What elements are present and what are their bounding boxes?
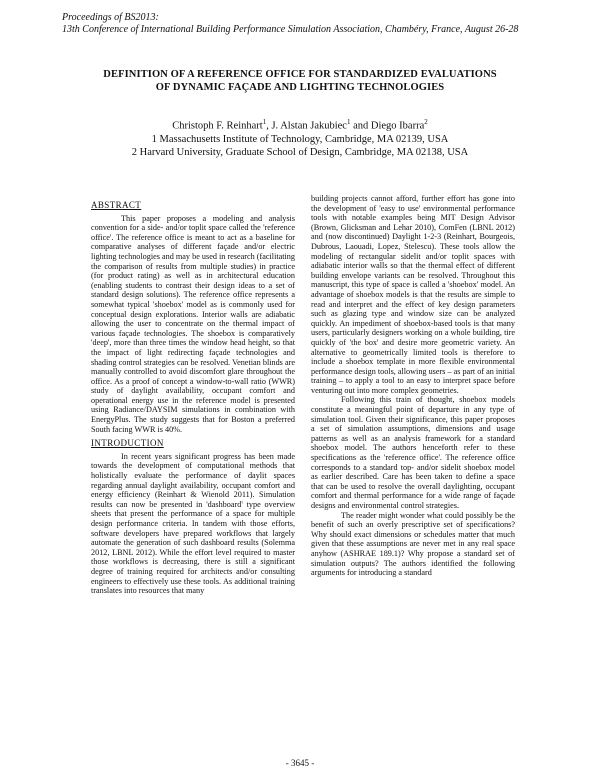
author-3-affil: 2: [424, 118, 428, 126]
author-3: Diego Ibarra: [370, 120, 425, 132]
affiliation-1: 1 Massachusetts Institute of Technology, Cambridge, MA 02139, USA: [151, 133, 449, 145]
author-2: J. Alstan Jakubiec: [271, 120, 347, 132]
affiliation-2: 2 Harvard University, Graduate School of Design, Cambridge, MA 02138, USA: [131, 146, 469, 158]
right-column: [311, 194, 515, 578]
left-column: [91, 197, 295, 596]
introduction-heading: INTRODUCTION: [91, 438, 164, 449]
body-paragraph-3: The reader might wonder what could possibly be the benefit of such an overly prescriptive set of specifications? Why should exact dimensions or schedules matter that much given that these assumptions are never met in any real space anyhow (ASHRAE 189.1)? Why propose a standard set of simulation outputs? The authors identified the following arguments for introducing a standard: [311, 510, 515, 578]
conference-line: 13th Conference of International Building Performance Simulation Association, Chambéry, France, August 26-28: [62, 24, 519, 35]
proceedings-header: [62, 12, 562, 36]
body-paragraph-2: Following this train of thought, shoebox models constitute a meaningful point of departure in any type of simulation tool. Given their significance, this paper proposes a set of simulation assumptions, dimensions and usage patterns as well as an analysis framework for a standard shoebox model. The authors henceforth refer to these specifications as the 'reference office'. The reference office corresponds to a standard top- and/or sidelit shoebox model as earlier described. Care has been taken to define a space that can be used to resolve the overall daylighting, occupant comfort and thermal performance for a wide range of façade designs and environmental control strategies.: [311, 395, 515, 510]
proceedings-title: Proceedings of BS2013:: [62, 12, 159, 23]
author-1: Christoph F. Reinhart: [172, 120, 263, 132]
author-separator: ,: [266, 120, 272, 132]
abstract-heading: ABSTRACT: [91, 200, 142, 210]
author-2-affil: 1: [346, 118, 351, 126]
body-paragraph-1: building projects cannot afford, further effort has gone into the development of 'easy to use' environmental performance tools with notable examples being MIT Design Advisor (Brown, Glicksman and Lehar 2010), ComFen (LBNL 2012) and (now discontinued) Daylight 1-2-3 (Reinhart, Bourgeois, Dubrous, Laouadi, Lopez, Stelescu). These tools allow the modeling of rectangular sidelit and/or toplit spaces with adiabatic interior walls so that the thermal effect of different building envelope variants can be resolved. Throughout this manuscript, this type of space is called a 'shoebox' model. An advantage of shoebox models is that the results are simple to read and interpret and the effect of key design parameters such as glazing type and window size can be analyzed quickly. An impediment of shoebox-based tools is that many users, particularly designers working on a whole building, tire quickly of 'the box' and desire more geometric variety. An alternative to geometrically limited tools is therefore to include a shoebox template in more flexible environmental performance design tools, allowing users – as part of an initial training – to apply a tool to an easy to interpret space before venturing out into more complex geometries.: [311, 194, 515, 395]
author-1-affil: 1: [262, 118, 267, 126]
author-separator: and: [350, 120, 371, 132]
author-block: [60, 116, 540, 159]
introduction-text: In recent years significant progress has been made towards the development of computational methods that holistically evaluate the performance of daylit spaces regarding annual daylight availability, occupant comfort and energy efficiency (Reinhart & Wienold 2011). Simulation results can now be presented in 'dashboard' type overview sheets that present the performance of a space for multiple design performance criteria. In tandem with those efforts, software developers have prepared workflows that largely automate the generation of such dashboard results (Solemma 2012, LBNL 2012). While the effort level required to master those workflows is decreasing, there is still a significant degree of training required for architects and/or consulting engineers to effectively use these tools. As additional training translates into resources that many: [91, 451, 295, 596]
paper-title-line-1: DEFINITION OF A REFERENCE OFFICE FOR STANDARDIZED EVALUATIONS: [103, 69, 497, 80]
paper-title-line-2: OF DYNAMIC FAÇADE AND LIGHTING TECHNOLOGIES: [155, 82, 445, 93]
abstract-text: This paper proposes a modeling and analysis convention for a side- and/or toplit space called the 'reference office'. The reference office is meant to act as a baseline for comparative analyses of different façade and/or electric lighting technologies and may be used in research (facilitating the comparison of results from multiple studies) in practice (for product rating) as well as in architectural education (enabling students to contrast their design ideas to a set of standard design solutions). The reference office represents a somewhat typical 'shoebox' model as is commonly used for conceptual design explorations. Interior walls are adiabatic allowing the user to concentrate on the thermal impact of various façade technologies. The shoebox is comparatively 'deep', more than three times the window head height, so that the impact of light redirecting façade technologies and shading control strategies can be resolved. Venetian blinds are manually controlled to avoid discomfort glare throughout the office. As a proof of concept a window-to-wall ratio (WWR) study of daylight availability, occupant comfort and operational energy use in the reference model is presented using Radiance/DAYSIM simulations in combination with EnergyPlus. The study suggests that for Boston a preferred South facing WWR is 40%.: [91, 213, 295, 434]
author-names: [60, 116, 540, 133]
paper-title: [60, 68, 540, 94]
page-number: - 3645 -: [285, 758, 315, 768]
